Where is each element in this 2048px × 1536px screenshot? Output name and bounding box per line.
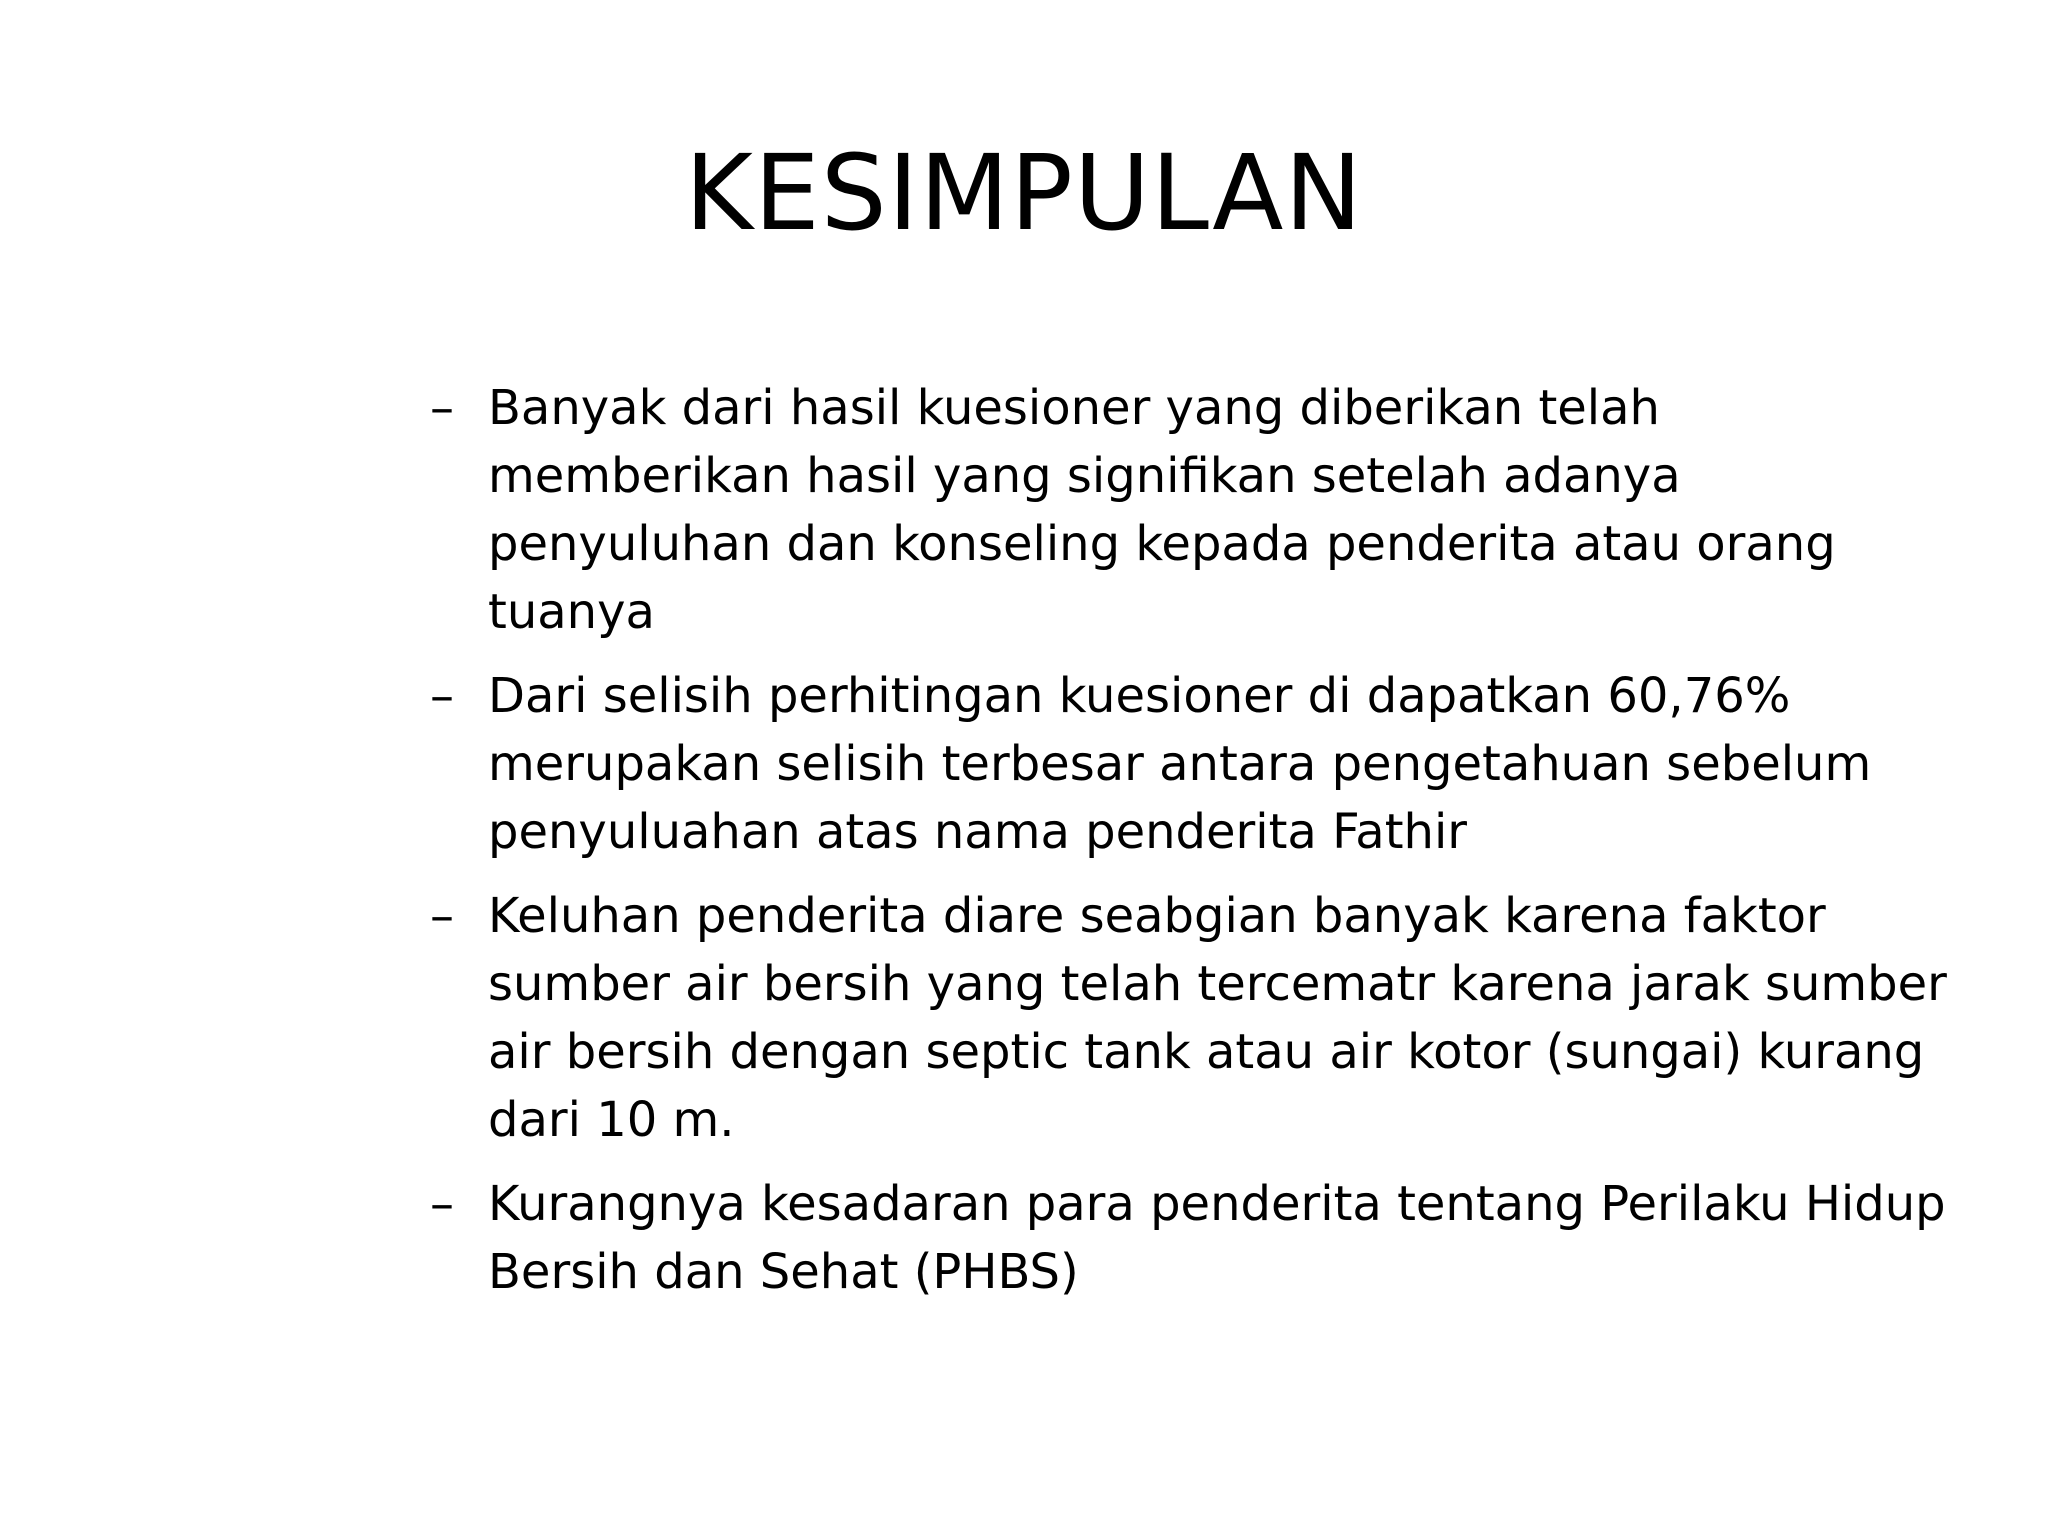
bullet-item xyxy=(430,1170,1960,1306)
bullet-text: Kurangnya kesadaran para penderita tentang Perilaku Hidup Bersih dan Sehat (PHBS) xyxy=(488,1176,1946,1300)
dash-bullet-icon: – xyxy=(430,1176,454,1232)
bullet-item xyxy=(430,374,1960,646)
bullet-item xyxy=(430,662,1960,866)
slide-title-text: KESIMPULAN xyxy=(684,132,1364,254)
bullet-text: Banyak dari hasil kuesioner yang diberikan telah memberikan hasil yang signifikan setelah adanya penyuluhan dan konseling kepada penderita atau orang tuanya xyxy=(488,380,1836,640)
dash-bullet-icon: – xyxy=(430,380,454,436)
bullet-list xyxy=(430,374,1960,1322)
bullet-text: Dari selisih perhitingan kuesioner di dapatkan 60,76% merupakan selisih terbesar antara pengetahuan sebelum penyuluahan atas nama penderita Fathir xyxy=(488,668,1872,860)
dash-bullet-icon: – xyxy=(430,888,454,944)
bullet-item xyxy=(430,882,1960,1154)
bullet-text: Keluhan penderita diare seabgian banyak karena faktor sumber air bersih yang telah tercematr karena jarak sumber air bersih dengan septic tank atau air kotor (sungai) kurang dari 10 m. xyxy=(488,888,1947,1148)
dash-bullet-icon: – xyxy=(430,668,454,724)
slide-title xyxy=(0,128,2048,258)
